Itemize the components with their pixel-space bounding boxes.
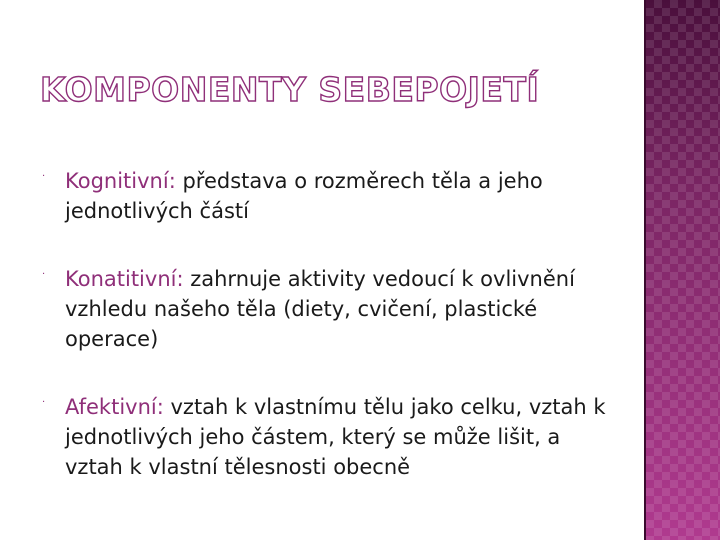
- bullet-dot-icon: ·: [42, 269, 46, 280]
- decorative-side-panel: [644, 0, 720, 540]
- bullet-item-kognitivni: [40, 166, 610, 226]
- bullet-dot-icon: ·: [42, 171, 46, 182]
- bullet-list: [40, 166, 610, 520]
- bullet-item-konatitivni: [40, 264, 610, 354]
- bullet-dot-icon: ·: [42, 397, 46, 408]
- bullet-text: představa o rozměrech těla a jeho jednotlivých částí: [65, 169, 543, 223]
- slide-title: KOMPONENTY SEBEPOJETÍ: [40, 70, 540, 109]
- bullet-term: Afektivní:: [65, 395, 164, 419]
- bullet-term: Kognitivní:: [65, 169, 176, 193]
- bullet-text: zahrnuje aktivity vedoucí k ovlivnění vzhledu našeho těla (diety, cvičení, plastické operace): [65, 267, 575, 351]
- bullet-term: Konatitivní:: [65, 267, 184, 291]
- bullet-item-afektivni: [40, 392, 610, 482]
- bullet-text: vztah k vlastnímu tělu jako celku, vztah k jednotlivých jeho částem, který se může lišit, a vztah k vlastní tělesnosti obecně: [65, 395, 606, 479]
